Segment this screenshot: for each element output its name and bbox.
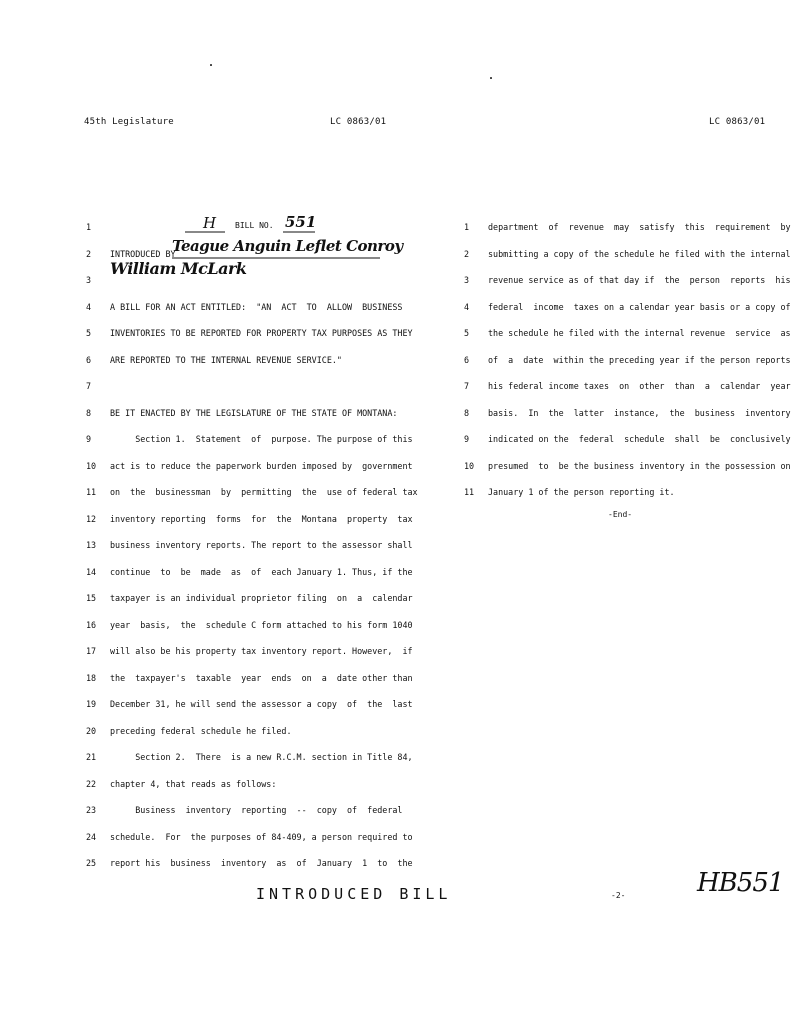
bill-text-line: December 31, he will send the assessor a copy of the last [110, 699, 413, 709]
signature-text-1: Teague Anguin Leflet Conroy [172, 237, 403, 255]
line-number: 9 [464, 434, 470, 444]
bill-text-line: report his business inventory as of January 1 to the [110, 858, 413, 868]
introduced-bill-stamp: INTRODUCED BILL [256, 885, 452, 903]
bill-text-line: inventory reporting forms for the Montana property tax [110, 513, 413, 524]
bill-text-line: continue to be made as of each January 1. Thus, if the [110, 566, 413, 577]
line-number: 23 [86, 805, 97, 815]
bill-prefix: H [203, 214, 217, 232]
line-number: 6 [464, 354, 470, 365]
line-number: 11 [464, 487, 475, 497]
bill-text-line: the taxpayer's taxable year ends on a date other than [110, 672, 413, 683]
bill-text-line: ARE REPORTED TO THE INTERNAL REVENUE SERVICE." [110, 354, 342, 365]
introduced-by-label: INTRODUCED BY [110, 249, 176, 259]
line-number: 12 [86, 513, 97, 524]
line-number: 19 [86, 699, 97, 709]
line-number: 20 [86, 725, 97, 736]
sponsor-signature-line1 [172, 236, 403, 255]
line-number: 2 [464, 248, 470, 259]
line-number: 4 [464, 301, 470, 312]
bill-text-line: presumed to be the business inventory in the possession on [488, 460, 791, 471]
bill-number-line [185, 213, 325, 236]
page-number: -2- [611, 891, 626, 900]
bill-text-line: act is to reduce the paperwork burden imposed by government [110, 460, 413, 471]
bill-text-line: schedule. For the purposes of 84-409, a person required to [110, 831, 413, 842]
signature-text-2: William McLark [110, 259, 247, 278]
bill-text-line: business inventory reports. The report to the assessor shall [110, 540, 413, 550]
line-number: 15 [86, 593, 97, 603]
sponsor-signature-line2 [110, 259, 246, 278]
bill-text-line: indicated on the federal schedule shall be conclusively [488, 434, 791, 444]
line-number: 22 [86, 778, 97, 789]
line-number: 1 [464, 222, 470, 232]
handwritten-bill-id: HB551 [697, 868, 784, 898]
line-number: 7 [464, 381, 470, 391]
lc-number-right: LC 0863/01 [709, 117, 766, 127]
line-number: 5 [86, 328, 92, 338]
line-number: 7 [86, 381, 92, 391]
line-number: 4 [86, 301, 92, 312]
end-mark: -End- [608, 510, 633, 519]
bill-text-line: preceding federal schedule he filed. [110, 725, 292, 736]
bill-text-line: will also be his property tax inventory report. However, if [110, 646, 413, 656]
line-number: 10 [86, 460, 97, 471]
bill-text-line: year basis, the schedule C form attached to his form 1040 [110, 619, 413, 630]
bill-label: BILL NO. [235, 221, 274, 230]
line-number: 3 [464, 275, 470, 285]
bill-text-line: BE IT ENACTED BY THE LEGISLATURE OF THE STATE OF MONTANA: [110, 407, 398, 418]
line-number: 6 [86, 354, 92, 365]
bill-text-line: Section 1. Statement of purpose. The purpose of this [110, 434, 413, 444]
bill-text-line: federal income taxes on a calendar year basis or a copy of [488, 301, 791, 312]
bill-text-line: his federal income taxes on other than a calendar year [488, 381, 791, 391]
bill-text-line: INVENTORIES TO BE REPORTED FOR PROPERTY TAX PURPOSES AS THEY [110, 328, 413, 338]
bill-text-line: Section 2. There is a new R.C.M. section in Title 84, [110, 752, 413, 762]
bill-text-line: on the businessman by permitting the use of federal tax [110, 487, 418, 497]
line-number: 25 [86, 858, 97, 868]
bill-number: 551 [285, 213, 317, 231]
line-number: 21 [86, 752, 97, 762]
bill-text-line: basis. In the latter instance, the business inventory [488, 407, 791, 418]
scan-speck [210, 64, 212, 66]
line-number: 3 [86, 275, 92, 285]
line-number: 9 [86, 434, 92, 444]
bill-text-line: chapter 4, that reads as follows: [110, 778, 277, 789]
scan-speck [490, 77, 492, 79]
line-number: 5 [464, 328, 470, 338]
line-number: 14 [86, 566, 97, 577]
line-number: 2 [86, 248, 92, 259]
line-number: 16 [86, 619, 97, 630]
bill-text-line: taxpayer is an individual proprietor filing on a calendar [110, 593, 413, 603]
line-number: 8 [86, 407, 92, 418]
line-number: 8 [464, 407, 470, 418]
lc-number-left: LC 0863/01 [330, 117, 387, 127]
line-number: 24 [86, 831, 97, 842]
line-number: 18 [86, 672, 97, 683]
bill-text-line: of a date within the preceding year if the person reports [488, 354, 791, 365]
line-number: 11 [86, 487, 97, 497]
line-number: 13 [86, 540, 97, 550]
bill-text-line: the schedule he filed with the internal revenue service as [488, 328, 791, 338]
bill-text-line: revenue service as of that day if the person reports his [488, 275, 791, 285]
bill-text-line: submitting a copy of the schedule he filed with the internal [488, 248, 791, 259]
bill-text-line: department of revenue may satisfy this requirement by [488, 222, 791, 232]
line-number: 17 [86, 646, 97, 656]
bill-text-line: January 1 of the person reporting it. [488, 487, 675, 497]
bill-text-line: Business inventory reporting -- copy of federal [110, 805, 403, 815]
bill-text-line: A BILL FOR AN ACT ENTITLED: "AN ACT TO ALLOW BUSINESS [110, 301, 403, 312]
line-number: 1 [86, 222, 92, 232]
line-number: 10 [464, 460, 475, 471]
legislature-header: 45th Legislature [84, 117, 174, 127]
